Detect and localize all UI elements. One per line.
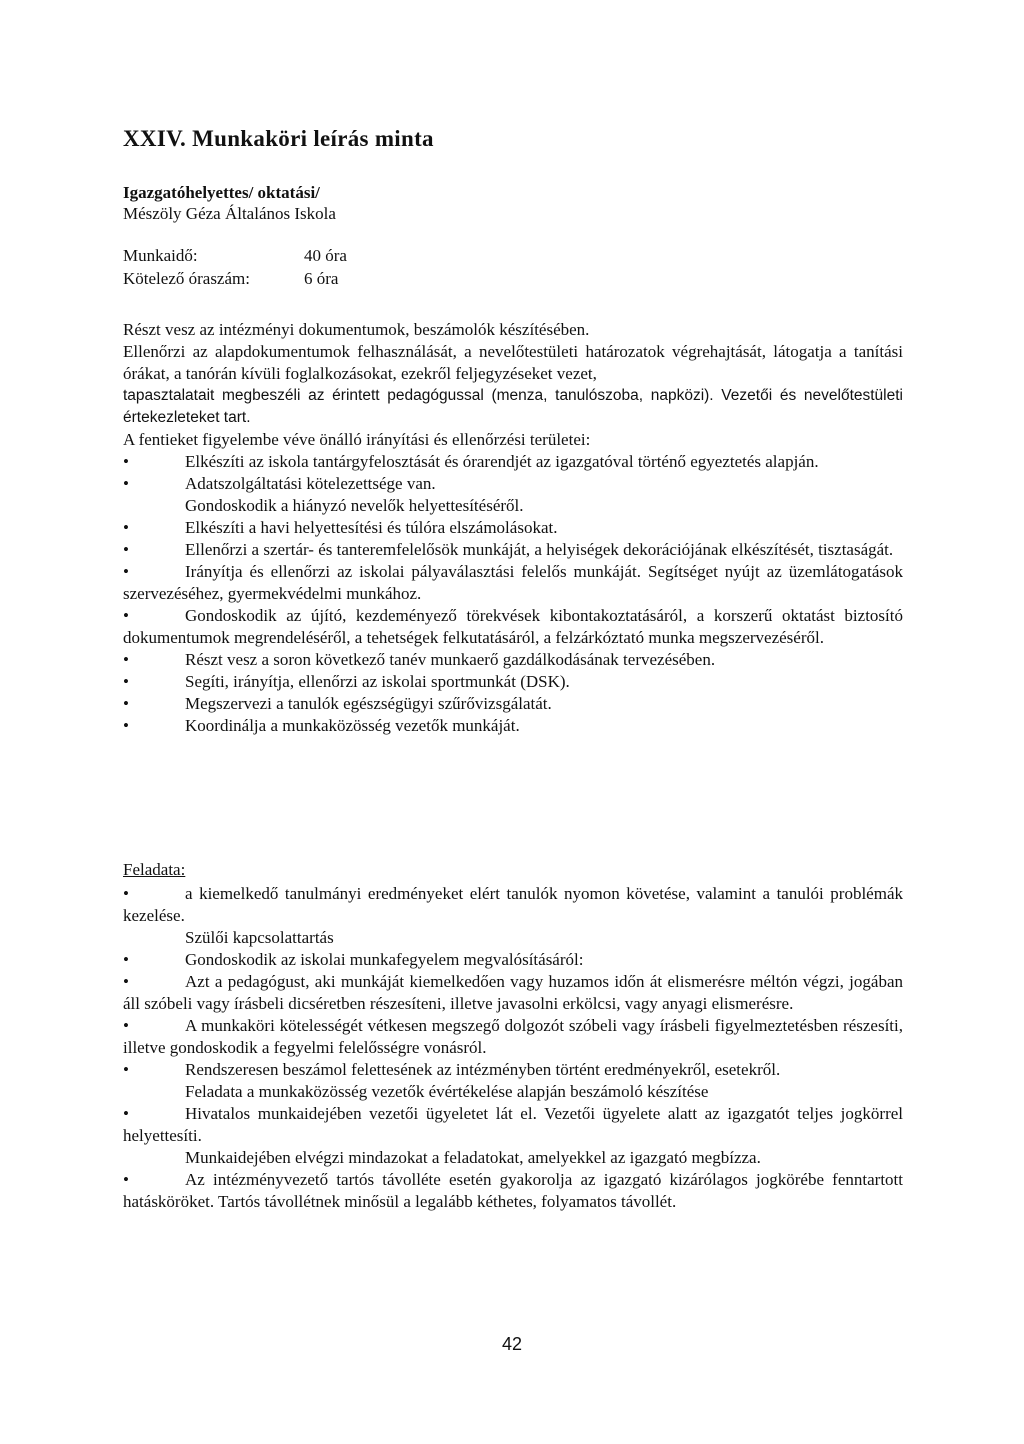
page-title: XXIV. Munkaköri leírás minta xyxy=(123,126,434,151)
list-item xyxy=(123,517,903,539)
list-item xyxy=(123,495,903,517)
list-item-text: Segíti, irányítja, ellenőrzi az iskolai sportmunkát (DSK). xyxy=(185,672,570,691)
workhours-value: 40 óra xyxy=(304,246,347,265)
bullet: • xyxy=(123,650,129,669)
bullet: • xyxy=(123,716,129,735)
list-item-text: Azt a pedagógust, aki munkáját kiemelkedően vagy huzamos időn át elismerésre méltón végzi, jogában áll szóbeli vagy írásbeli dicséretben részesíteni, illetve javasolni erkölcsi, vagy anyagi elismerésre. xyxy=(123,972,903,1013)
list-item xyxy=(123,927,903,949)
teaching-hours-label: Kötelező óraszám: xyxy=(123,269,250,288)
list-item-text: a kiemelkedő tanulmányi eredményeket elért tanulók nyomon követése, valamint a tanulói problémák kezelése. xyxy=(123,884,903,925)
list-item-text: Elkészíti az iskola tantárgyfelosztását és órarendjét az igazgatóval történő egyeztetés alapján. xyxy=(185,452,819,471)
list-item-text: Rendszeresen beszámol felettesének az intézményben történt eredményekről, esetekről. xyxy=(185,1060,781,1079)
tasks-heading: Feladata: xyxy=(123,860,186,879)
list-item-text: Adatszolgáltatási kötelezettsége van. xyxy=(185,474,436,493)
list-item xyxy=(123,883,903,927)
bullet: • xyxy=(123,474,129,493)
list-item xyxy=(123,451,903,473)
list-item-text: Irányítja és ellenőrzi az iskolai pályaválasztási felelős munkáját. Segítséget nyújt az üzemlátogatások szervezéséhez, gyermekvédelmi munkához. xyxy=(123,562,903,603)
list-item xyxy=(123,1169,903,1213)
list-item xyxy=(123,693,903,715)
workhours-row xyxy=(123,246,347,266)
bullet: • xyxy=(123,972,129,991)
intro-paragraph: tapasztalatait megbeszéli az érintett pedagógussal (menza, tanulószoba, napközi). Vezetői és nevelőtestületi értekezleteket tart. xyxy=(123,387,903,426)
list-item-text: Hivatalos munkaidejében vezetői ügyeletet lát el. Vezetői ügyelete alatt az igazgatót teljes jogkörrel helyettesíti. xyxy=(123,1104,903,1145)
list-item xyxy=(123,473,903,495)
bullet: • xyxy=(123,562,129,581)
list-item-text: Munkaidejében elvégzi mindazokat a feladatokat, amelyekkel az igazgató megbízza. xyxy=(185,1148,761,1167)
list-item xyxy=(123,671,903,693)
list-item-text: Koordinálja a munkaközösség vezetők munkáját. xyxy=(185,716,520,735)
bullet: • xyxy=(123,606,129,625)
list-item-text: Gondoskodik az újító, kezdeményező törekvések kibontakoztatásáról, a korszerű oktatást biztosító dokumentumok megrendeléséről, a tehetségek felkutatásáról, a felzárkóztató munka megszervezéséről. xyxy=(123,606,903,647)
list-item-text: Részt vesz a soron következő tanév munkaerő gazdálkodásának tervezésében. xyxy=(185,650,716,669)
list-item xyxy=(123,539,903,561)
teaching-hours-row xyxy=(123,269,338,289)
bullet: • xyxy=(123,540,129,559)
bullet: • xyxy=(123,1060,129,1079)
role-heading: Igazgatóhelyettes/ oktatási/ xyxy=(123,183,320,202)
list-item xyxy=(123,1081,903,1103)
list-item xyxy=(123,561,903,605)
list-item xyxy=(123,971,903,1015)
page-number: 42 xyxy=(501,1334,523,1354)
bullet: • xyxy=(123,518,129,537)
teaching-hours-value: 6 óra xyxy=(304,269,339,288)
duties-body xyxy=(123,319,903,737)
list-item-text: Az intézményvezető tartós távolléte esetén gyakorolja az igazgató kizárólagos jogkörébe fenntartott hatásköröket. Tartós távollétnek minősül a legalább kéthetes, folyamatos távollét. xyxy=(123,1170,903,1211)
list-item-text: Szülői kapcsolattartás xyxy=(185,928,334,947)
intro-paragraph: Ellenőrzi az alapdokumentumok felhasználását, a nevelőtestületi határozatok végrehajtását, látogatja a tanítási órákat, a tanórán kívüli foglalkozásokat, ezekről feljegyzéseket vezet, xyxy=(123,342,903,383)
list-item-text: Gondoskodik az iskolai munkafegyelem megvalósításáról: xyxy=(185,950,584,969)
list-item xyxy=(123,605,903,649)
list-item xyxy=(123,1103,903,1147)
list-item-text: Megszervezi a tanulók egészségügyi szűrővizsgálatát. xyxy=(185,694,552,713)
list-item xyxy=(123,1015,903,1059)
list-item xyxy=(123,1147,903,1169)
list-item xyxy=(123,715,903,737)
workhours-label: Munkaidő: xyxy=(123,246,198,265)
list-item-text: Feladata a munkaközösség vezetők évértékelése alapján beszámoló készítése xyxy=(185,1082,709,1101)
school-name: Mészöly Géza Általános Iskola xyxy=(123,204,336,223)
bullet: • xyxy=(123,884,129,903)
list-item-text: Gondoskodik a hiányzó nevelők helyettesítéséről. xyxy=(185,496,524,515)
bullet: • xyxy=(123,950,129,969)
bullet: • xyxy=(123,1104,129,1123)
bullet: • xyxy=(123,452,129,471)
tasks-section xyxy=(123,859,903,1213)
bullet: • xyxy=(123,1016,129,1035)
intro-paragraph: Részt vesz az intézményi dokumentumok, beszámolók készítésében. xyxy=(123,320,590,339)
list-item-text: A munkaköri kötelességét vétkesen megszegő dolgozót szóbeli vagy írásbeli figyelmeztetésben részesíti, illetve gondoskodik a fegyelmi felelősségre vonásról. xyxy=(123,1016,903,1057)
bullet: • xyxy=(123,672,129,691)
list-item xyxy=(123,949,903,971)
list-item-text: Elkészíti a havi helyettesítési és túlóra elszámolásokat. xyxy=(185,518,558,537)
bullet: • xyxy=(123,694,129,713)
bullet: • xyxy=(123,1170,129,1189)
list-item xyxy=(123,1059,903,1081)
intro-paragraph: A fentieket figyelembe véve önálló irányítási és ellenőrzési területei: xyxy=(123,430,591,449)
list-item-text: Ellenőrzi a szertár- és tanteremfelelősök munkáját, a helyiségek dekorációjának elkészítését, tisztaságát. xyxy=(185,540,894,559)
list-item xyxy=(123,649,903,671)
